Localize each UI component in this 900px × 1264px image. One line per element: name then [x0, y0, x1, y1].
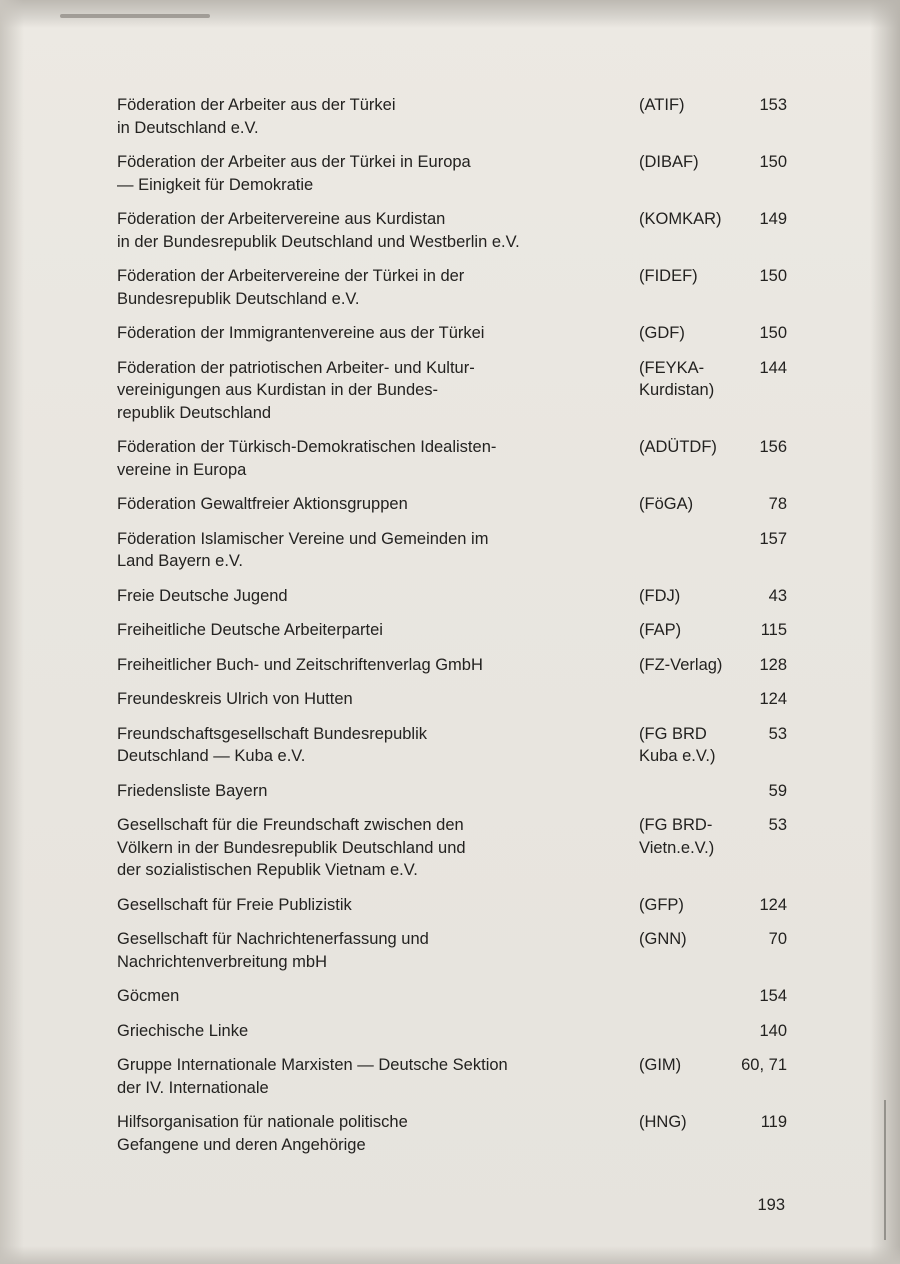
page-bottom-edge: [0, 1246, 900, 1264]
entry-page-reference: 154: [759, 987, 787, 1005]
entry-name: [117, 1054, 617, 1099]
page-number: 193: [757, 1196, 785, 1214]
entry-page-reference: 140: [759, 1021, 787, 1040]
entry-name-line: Gesellschaft für die Freundschaft zwischen den: [117, 816, 464, 834]
entry-name: [117, 357, 617, 425]
entry-name-line: Nachrichtenverbreitung mbH: [117, 952, 328, 971]
index-entry: [117, 151, 797, 196]
entry-page-reference: 150: [759, 153, 787, 171]
entry-page-reference: 119: [760, 1113, 787, 1131]
index-entries: [117, 94, 797, 1168]
entry-abbreviation: [639, 151, 749, 174]
entry-name-line: Göcmen: [117, 987, 180, 1005]
entry-name-line: Föderation der Arbeiter aus der Türkei: [117, 96, 396, 114]
entry-page-reference: 150: [759, 324, 787, 342]
entry-name: [117, 688, 617, 711]
entry-abbreviation-line: (FEYKA-: [639, 358, 705, 377]
entry-name-line: Föderation der patriotischen Arbeiter- und Kultur-: [117, 358, 475, 377]
index-entry: [117, 1054, 797, 1099]
entry-abbreviation-line: (FZ-Verlag): [639, 655, 723, 674]
entry-abbreviation: [639, 585, 749, 608]
index-entry: [117, 619, 797, 642]
entry-name-line: vereine in Europa: [117, 460, 247, 479]
entry-name: [117, 928, 617, 973]
entry-name: [117, 814, 617, 882]
entry-abbreviation-line: (GIM): [639, 1056, 682, 1074]
entry-abbreviation-line: (ADÜTDF): [639, 438, 717, 456]
entry-name: [117, 265, 617, 310]
top-scan-mark: [60, 14, 210, 18]
index-entry: [117, 322, 797, 345]
entry-name-line: Freundschaftsgesellschaft Bundesrepublik: [117, 724, 428, 743]
index-entry: [117, 654, 797, 677]
entry-name-line: Deutschland — Kuba e.V.: [117, 747, 306, 765]
index-entry: [117, 493, 797, 516]
entry-abbreviation: [639, 493, 749, 516]
entry-abbreviation-line: (FöGA): [639, 495, 694, 513]
entry-name-line: Gruppe Internationale Marxisten — Deutsche Sektion: [117, 1056, 508, 1074]
entry-abbreviation: [639, 265, 749, 288]
index-entry: [117, 1111, 797, 1156]
binding-shadow-line: [884, 1100, 886, 1240]
entry-page-reference: 149: [759, 210, 787, 228]
entry-name: [117, 493, 617, 516]
entry-abbreviation-line: (FG BRD: [639, 724, 707, 743]
entry-abbreviation-line: (FDJ): [639, 586, 681, 605]
entry-abbreviation: [639, 94, 749, 117]
index-entry: [117, 528, 797, 573]
entry-name: [117, 151, 617, 196]
entry-page-reference: 115: [760, 621, 787, 639]
entry-abbreviation: [639, 654, 749, 677]
index-entry: [117, 928, 797, 973]
page-right-edge: [870, 0, 900, 1264]
entry-name: [117, 780, 617, 803]
entry-name: [117, 585, 617, 608]
index-entry: [117, 894, 797, 917]
entry-name-line: Land Bayern e.V.: [117, 552, 243, 570]
index-entry: [117, 814, 797, 882]
entry-abbreviation-line: (ATIF): [639, 96, 685, 114]
entry-abbreviation: [639, 619, 749, 642]
entry-name-line: Freie Deutsche Jugend: [117, 586, 288, 605]
index-entry: [117, 985, 797, 1008]
entry-name-line: Freundeskreis Ulrich von Hutten: [117, 690, 353, 708]
entry-page-reference: 53: [768, 816, 787, 834]
entry-name-line: Föderation Islamischer Vereine und Gemeinden im: [117, 529, 489, 548]
entry-name-line: der IV. Internationale: [117, 1078, 269, 1097]
entry-name: [117, 208, 617, 253]
entry-name-line: in Deutschland e.V.: [117, 118, 259, 137]
entry-name: [117, 1111, 617, 1156]
entry-abbreviation-line: (KOMKAR): [639, 210, 722, 228]
entry-page-reference: 70: [768, 930, 787, 948]
index-entry: [117, 265, 797, 310]
entry-abbreviation-line: (FIDEF): [639, 267, 698, 285]
entry-page-reference: 60, 71: [741, 1056, 787, 1074]
entry-abbreviation-line: (HNG): [639, 1113, 687, 1131]
entry-page-reference: 124: [759, 895, 787, 914]
entry-name-line: Föderation der Arbeitervereine aus Kurdistan: [117, 210, 446, 228]
entry-name-line: Gesellschaft für Freie Publizistik: [117, 895, 352, 914]
entry-abbreviation-line: Kuba e.V.): [639, 747, 716, 765]
entry-abbreviation-line: (DIBAF): [639, 153, 699, 171]
entry-name: [117, 654, 617, 677]
entry-abbreviation: [639, 436, 749, 459]
entry-name: [117, 723, 617, 768]
index-entry: [117, 436, 797, 481]
entry-name: [117, 1020, 617, 1043]
entry-name: [117, 436, 617, 481]
entry-page-reference: 150: [759, 267, 787, 285]
entry-abbreviation-line: (FG BRD-: [639, 816, 713, 834]
entry-abbreviation: [639, 208, 749, 231]
entry-page-reference: 124: [759, 690, 787, 708]
entry-page-reference: 43: [768, 586, 787, 605]
entry-name-line: vereinigungen aus Kurdistan in der Bundes-: [117, 381, 439, 399]
entry-name-line: der sozialistischen Republik Vietnam e.V.: [117, 861, 418, 879]
entry-name-line: Föderation der Arbeiter aus der Türkei in Europa: [117, 153, 471, 171]
entry-page-reference: 78: [768, 495, 787, 513]
entry-abbreviation: [639, 814, 749, 859]
entry-name: [117, 322, 617, 345]
entry-name: [117, 619, 617, 642]
entry-name-line: Freiheitlicher Buch- und Zeitschriftenverlag GmbH: [117, 655, 483, 674]
entry-name-line: Föderation Gewaltfreier Aktionsgruppen: [117, 495, 408, 513]
entry-abbreviation: [639, 894, 749, 917]
index-entry: [117, 585, 797, 608]
entry-page-reference: 153: [759, 96, 787, 114]
entry-name-line: Griechische Linke: [117, 1021, 249, 1040]
entry-abbreviation-line: (GDF): [639, 324, 685, 342]
entry-abbreviation-line: (GFP): [639, 895, 684, 914]
entry-name-line: Föderation der Türkisch-Demokratischen Idealisten-: [117, 438, 497, 456]
entry-abbreviation: [639, 1054, 749, 1077]
entry-name-line: — Einigkeit für Demokratie: [117, 175, 314, 194]
entry-name-line: Völkern in der Bundesrepublik Deutschland und: [117, 838, 466, 857]
index-entry: [117, 94, 797, 139]
entry-name-line: Freiheitliche Deutsche Arbeiterpartei: [117, 621, 383, 639]
entry-abbreviation: [639, 322, 749, 345]
entry-abbreviation: [639, 928, 749, 951]
entry-name-line: republik Deutschland: [117, 403, 272, 422]
entry-name-line: Gefangene und deren Angehörige: [117, 1135, 366, 1154]
entry-abbreviation: [639, 357, 749, 402]
entry-abbreviation-line: (FAP): [639, 621, 682, 639]
entry-abbreviation: [639, 1111, 749, 1134]
entry-abbreviation-line: Kurdistan): [639, 381, 715, 399]
index-entry: [117, 780, 797, 803]
entry-name-line: in der Bundesrepublik Deutschland und Westberlin e.V.: [117, 232, 520, 251]
index-entry: [117, 688, 797, 711]
index-entry: [117, 1020, 797, 1043]
entry-page-reference: 157: [759, 529, 787, 548]
entry-name-line: Hilfsorganisation für nationale politische: [117, 1113, 408, 1131]
entry-name-line: Bundesrepublik Deutschland e.V.: [117, 289, 360, 308]
entry-name: [117, 894, 617, 917]
page-left-edge: [0, 0, 24, 1264]
entry-name-line: Gesellschaft für Nachrichtenerfassung und: [117, 930, 429, 948]
entry-abbreviation: [639, 723, 749, 768]
index-entry: [117, 357, 797, 425]
entry-abbreviation-line: Vietn.e.V.): [639, 838, 715, 857]
entry-name: [117, 528, 617, 573]
entry-page-reference: 128: [759, 655, 787, 674]
index-entry: [117, 723, 797, 768]
entry-page-reference: 156: [759, 438, 787, 456]
entry-name: [117, 94, 617, 139]
entry-page-reference: 59: [768, 781, 787, 800]
entry-name: [117, 985, 617, 1008]
entry-name-line: Föderation der Arbeitervereine der Türkei in der: [117, 267, 465, 285]
entry-page-reference: 144: [759, 358, 787, 377]
entry-page-reference: 53: [768, 724, 787, 743]
entry-abbreviation-line: (GNN): [639, 930, 687, 948]
entry-name-line: Föderation der Immigrantenvereine aus der Türkei: [117, 324, 485, 342]
entry-name-line: Friedensliste Bayern: [117, 781, 268, 800]
index-entry: [117, 208, 797, 253]
